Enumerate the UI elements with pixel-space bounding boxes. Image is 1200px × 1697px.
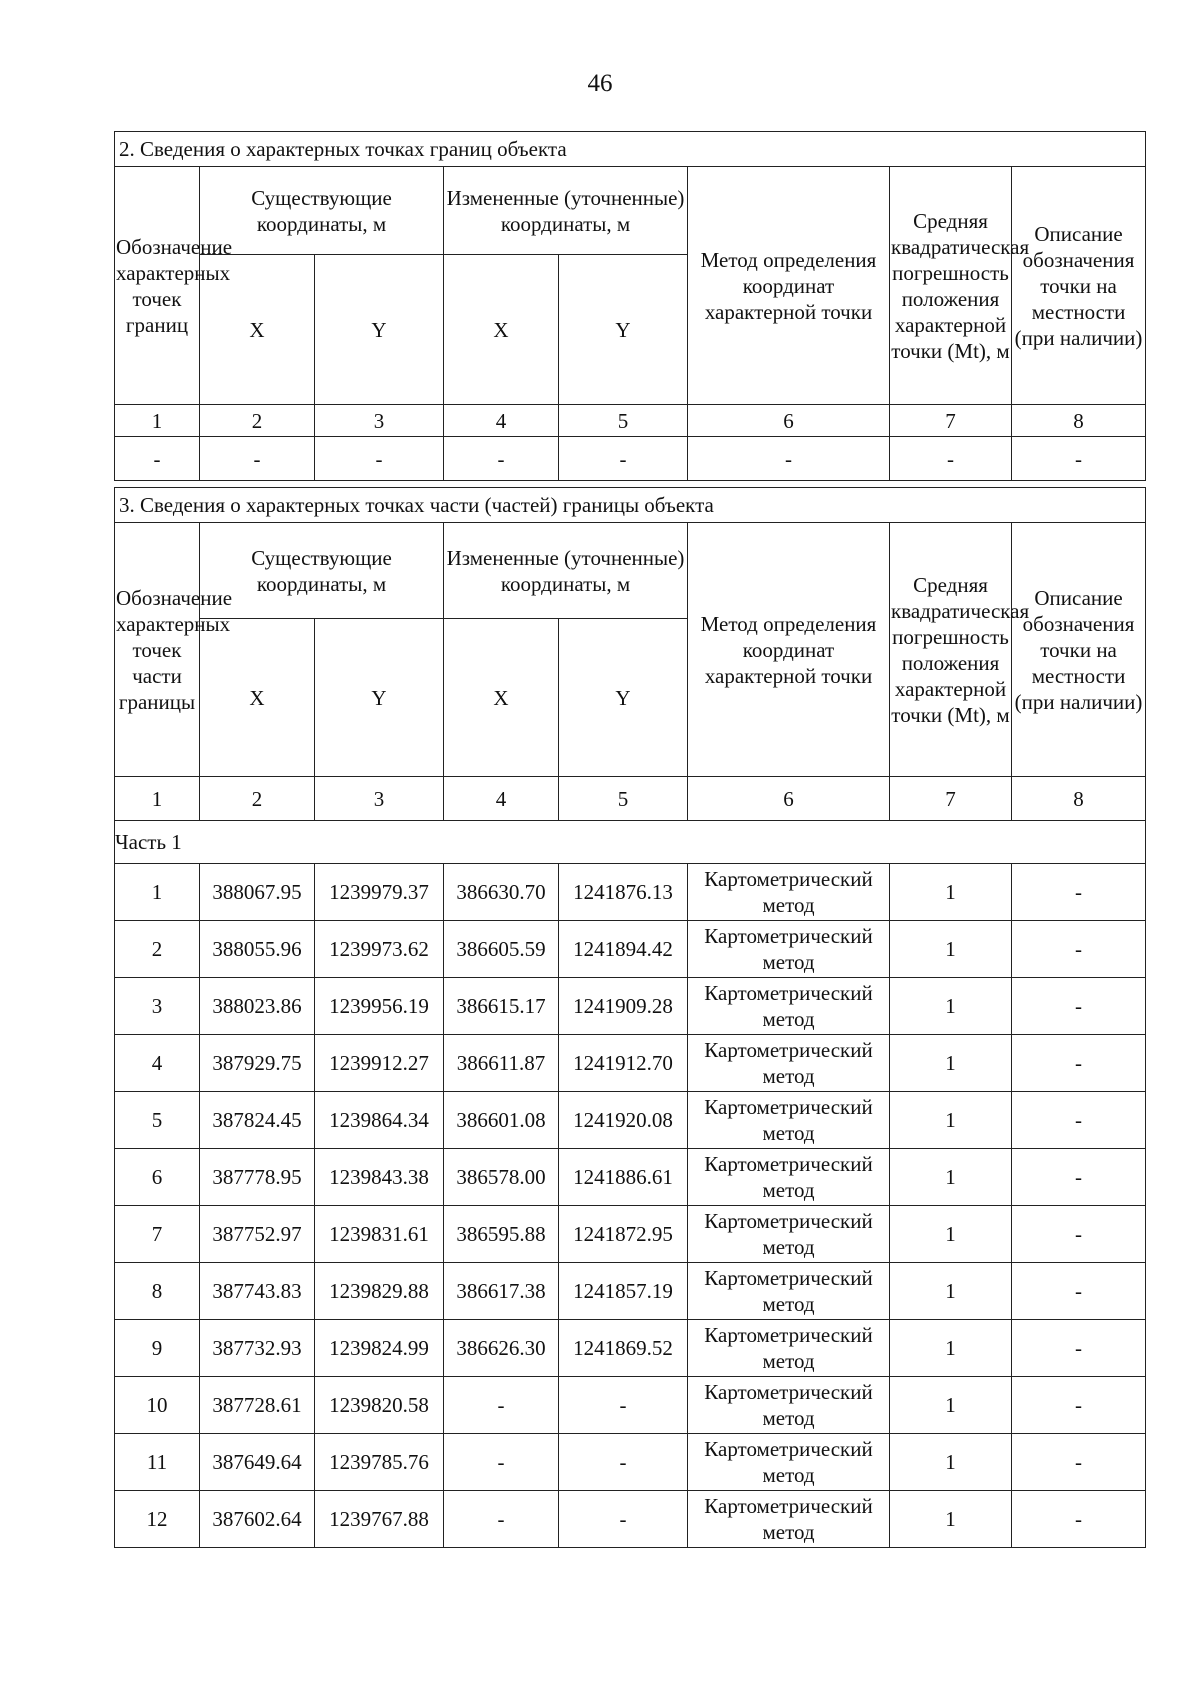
table-cell: 387778.95 bbox=[200, 1149, 315, 1206]
table-cell: 386617.38 bbox=[444, 1263, 559, 1320]
section3-rows bbox=[115, 864, 1146, 1548]
table-cell: 11 bbox=[115, 1434, 200, 1491]
table-row bbox=[115, 1035, 1146, 1092]
table-cell: 1 bbox=[890, 1149, 1012, 1206]
table-cell: - bbox=[1012, 864, 1146, 921]
column-number: 2 bbox=[200, 777, 315, 821]
error-header: Средняя квадратическая погрешность положения характерной точки (Mt), м bbox=[890, 167, 1012, 405]
table-cell: 1241920.08 bbox=[559, 1092, 688, 1149]
table-cell: 1239979.37 bbox=[315, 864, 444, 921]
table-row bbox=[115, 1377, 1146, 1434]
table-cell: - bbox=[688, 437, 890, 481]
table-cell: - bbox=[444, 1491, 559, 1548]
method-cell: Картометрический метод bbox=[688, 1206, 890, 1263]
table-cell: - bbox=[444, 1377, 559, 1434]
table-cell: 1239843.38 bbox=[315, 1149, 444, 1206]
section2-table bbox=[114, 131, 1146, 481]
column-number: 6 bbox=[688, 405, 890, 437]
table-cell: 387649.64 bbox=[200, 1434, 315, 1491]
table-row bbox=[115, 1491, 1146, 1548]
table-cell: - bbox=[559, 1377, 688, 1434]
method-header: Метод определения координат характерной точки bbox=[688, 523, 890, 777]
table-cell: 1 bbox=[890, 1035, 1012, 1092]
table-cell: 1239831.61 bbox=[315, 1206, 444, 1263]
method-cell: Картометрический метод bbox=[688, 978, 890, 1035]
table-cell: 1239956.19 bbox=[315, 978, 444, 1035]
table-cell: - bbox=[559, 1434, 688, 1491]
table-cell: 386605.59 bbox=[444, 921, 559, 978]
table-cell: 1239785.76 bbox=[315, 1434, 444, 1491]
table-cell: 12 bbox=[115, 1491, 200, 1548]
table-cell: - bbox=[559, 437, 688, 481]
table-row bbox=[115, 1206, 1146, 1263]
method-cell: Картометрический метод bbox=[688, 1092, 890, 1149]
section3-table bbox=[114, 487, 1146, 1548]
existing-coords-header: Существующие координаты, м bbox=[200, 523, 444, 619]
table-cell: 387602.64 bbox=[200, 1491, 315, 1548]
table-cell: 387732.93 bbox=[200, 1320, 315, 1377]
method-cell: Картометрический метод bbox=[688, 1149, 890, 1206]
table-cell: 388067.95 bbox=[200, 864, 315, 921]
table-cell: 386626.30 bbox=[444, 1320, 559, 1377]
designation-header: Обозначение характерных точек границ bbox=[115, 167, 200, 405]
table-cell: 1241886.61 bbox=[559, 1149, 688, 1206]
table-cell: 1239829.88 bbox=[315, 1263, 444, 1320]
table-row bbox=[115, 1092, 1146, 1149]
table-cell: 387752.97 bbox=[200, 1206, 315, 1263]
column-number-row bbox=[115, 405, 1146, 437]
column-number: 5 bbox=[559, 777, 688, 821]
column-number: 1 bbox=[115, 405, 200, 437]
table-cell: 9 bbox=[115, 1320, 200, 1377]
column-number: 7 bbox=[890, 777, 1012, 821]
table-cell: - bbox=[1012, 1092, 1146, 1149]
table-cell: 4 bbox=[115, 1035, 200, 1092]
x-header: X bbox=[444, 619, 559, 777]
x-header: X bbox=[200, 255, 315, 405]
section2-title: 2. Сведения о характерных точках границ объекта bbox=[115, 132, 1146, 167]
column-number: 8 bbox=[1012, 405, 1146, 437]
table-row bbox=[115, 864, 1146, 921]
table-cell: - bbox=[1012, 1206, 1146, 1263]
table-cell: 1239864.34 bbox=[315, 1092, 444, 1149]
table-cell: 387743.83 bbox=[200, 1263, 315, 1320]
table-cell: 388023.86 bbox=[200, 978, 315, 1035]
table-row bbox=[115, 978, 1146, 1035]
table-cell: 1239973.62 bbox=[315, 921, 444, 978]
table-cell: 1 bbox=[890, 1263, 1012, 1320]
column-number-row bbox=[115, 777, 1146, 821]
method-header: Метод определения координат характерной точки bbox=[688, 167, 890, 405]
table-cell: - bbox=[1012, 1320, 1146, 1377]
table-cell: 388055.96 bbox=[200, 921, 315, 978]
method-cell: Картометрический метод bbox=[688, 921, 890, 978]
table-cell: - bbox=[315, 437, 444, 481]
table-cell: 387929.75 bbox=[200, 1035, 315, 1092]
table-cell: 1239767.88 bbox=[315, 1491, 444, 1548]
method-cell: Картометрический метод bbox=[688, 1263, 890, 1320]
table-cell: - bbox=[559, 1491, 688, 1548]
table-cell: 1241869.52 bbox=[559, 1320, 688, 1377]
table-cell: - bbox=[1012, 921, 1146, 978]
table-cell: 7 bbox=[115, 1206, 200, 1263]
x-header: X bbox=[444, 255, 559, 405]
table-row bbox=[115, 921, 1146, 978]
table-cell: 3 bbox=[115, 978, 200, 1035]
method-cell: Картометрический метод bbox=[688, 1377, 890, 1434]
table-cell: 1241912.70 bbox=[559, 1035, 688, 1092]
table-row bbox=[115, 1320, 1146, 1377]
table-cell: 1241894.42 bbox=[559, 921, 688, 978]
table-cell: - bbox=[890, 437, 1012, 481]
table-cell: 386615.17 bbox=[444, 978, 559, 1035]
method-cell: Картометрический метод bbox=[688, 1434, 890, 1491]
method-cell: Картометрический метод bbox=[688, 1491, 890, 1548]
table-cell: 1 bbox=[890, 1377, 1012, 1434]
table-row bbox=[115, 1434, 1146, 1491]
table-cell: 10 bbox=[115, 1377, 200, 1434]
table-cell: 387824.45 bbox=[200, 1092, 315, 1149]
description-header: Описание обозначения точки на местности (при наличии) bbox=[1012, 523, 1146, 777]
method-cell: Картометрический метод bbox=[688, 1320, 890, 1377]
table-cell: 1 bbox=[890, 864, 1012, 921]
table-cell: - bbox=[115, 437, 200, 481]
section3-title: 3. Сведения о характерных точках части (частей) границы объекта bbox=[115, 488, 1146, 523]
table-cell: 387728.61 bbox=[200, 1377, 315, 1434]
table-cell: 1 bbox=[890, 1206, 1012, 1263]
table-cell: - bbox=[1012, 978, 1146, 1035]
table-cell: 1241876.13 bbox=[559, 864, 688, 921]
table-row bbox=[115, 437, 1146, 481]
table-cell: 1239912.27 bbox=[315, 1035, 444, 1092]
table-cell: 1239820.58 bbox=[315, 1377, 444, 1434]
table-cell: 1 bbox=[890, 921, 1012, 978]
table-cell: 1 bbox=[890, 978, 1012, 1035]
table-cell: 1 bbox=[890, 1092, 1012, 1149]
y-header: Y bbox=[559, 619, 688, 777]
column-number: 5 bbox=[559, 405, 688, 437]
table-cell: - bbox=[200, 437, 315, 481]
table-cell: 1239824.99 bbox=[315, 1320, 444, 1377]
table-cell: - bbox=[1012, 1377, 1146, 1434]
table-cell: 386630.70 bbox=[444, 864, 559, 921]
table-cell: 386601.08 bbox=[444, 1092, 559, 1149]
column-number: 8 bbox=[1012, 777, 1146, 821]
table-cell: - bbox=[1012, 1491, 1146, 1548]
column-number: 4 bbox=[444, 405, 559, 437]
table-row bbox=[115, 1149, 1146, 1206]
table-cell: - bbox=[1012, 1434, 1146, 1491]
table-cell: 1241872.95 bbox=[559, 1206, 688, 1263]
page-number: 46 bbox=[587, 70, 613, 97]
method-cell: Картометрический метод bbox=[688, 1035, 890, 1092]
table-cell: 6 bbox=[115, 1149, 200, 1206]
table-cell: 8 bbox=[115, 1263, 200, 1320]
column-number: 3 bbox=[315, 405, 444, 437]
column-number: 2 bbox=[200, 405, 315, 437]
y-header: Y bbox=[559, 255, 688, 405]
table-cell: 386611.87 bbox=[444, 1035, 559, 1092]
table-cell: - bbox=[1012, 1035, 1146, 1092]
table-cell: 1 bbox=[115, 864, 200, 921]
table-cell: 1 bbox=[890, 1491, 1012, 1548]
table-cell: - bbox=[444, 1434, 559, 1491]
table-cell: 1241857.19 bbox=[559, 1263, 688, 1320]
y-header: Y bbox=[315, 619, 444, 777]
table-cell: 1 bbox=[890, 1434, 1012, 1491]
table-cell: 2 bbox=[115, 921, 200, 978]
column-number: 3 bbox=[315, 777, 444, 821]
column-number: 1 bbox=[115, 777, 200, 821]
changed-coords-header: Измененные (уточненные) координаты, м bbox=[444, 167, 688, 255]
table-cell: 1 bbox=[890, 1320, 1012, 1377]
y-header: Y bbox=[315, 255, 444, 405]
table-cell: - bbox=[1012, 1263, 1146, 1320]
table-row bbox=[115, 1263, 1146, 1320]
column-number: 4 bbox=[444, 777, 559, 821]
table-cell: 1241909.28 bbox=[559, 978, 688, 1035]
table-cell: - bbox=[1012, 437, 1146, 481]
table-cell: - bbox=[444, 437, 559, 481]
table-cell: 386578.00 bbox=[444, 1149, 559, 1206]
table-cell: 5 bbox=[115, 1092, 200, 1149]
column-number: 6 bbox=[688, 777, 890, 821]
designation-header: Обозначение характерных точек части границы bbox=[115, 523, 200, 777]
error-header: Средняя квадратическая погрешность положения характерной точки (Mt), м bbox=[890, 523, 1012, 777]
description-header: Описание обозначения точки на местности (при наличии) bbox=[1012, 167, 1146, 405]
x-header: X bbox=[200, 619, 315, 777]
column-number: 7 bbox=[890, 405, 1012, 437]
method-cell: Картометрический метод bbox=[688, 864, 890, 921]
table-cell: - bbox=[1012, 1149, 1146, 1206]
table-cell: 386595.88 bbox=[444, 1206, 559, 1263]
part-label: Часть 1 bbox=[115, 821, 1146, 864]
changed-coords-header: Измененные (уточненные) координаты, м bbox=[444, 523, 688, 619]
existing-coords-header: Существующие координаты, м bbox=[200, 167, 444, 255]
